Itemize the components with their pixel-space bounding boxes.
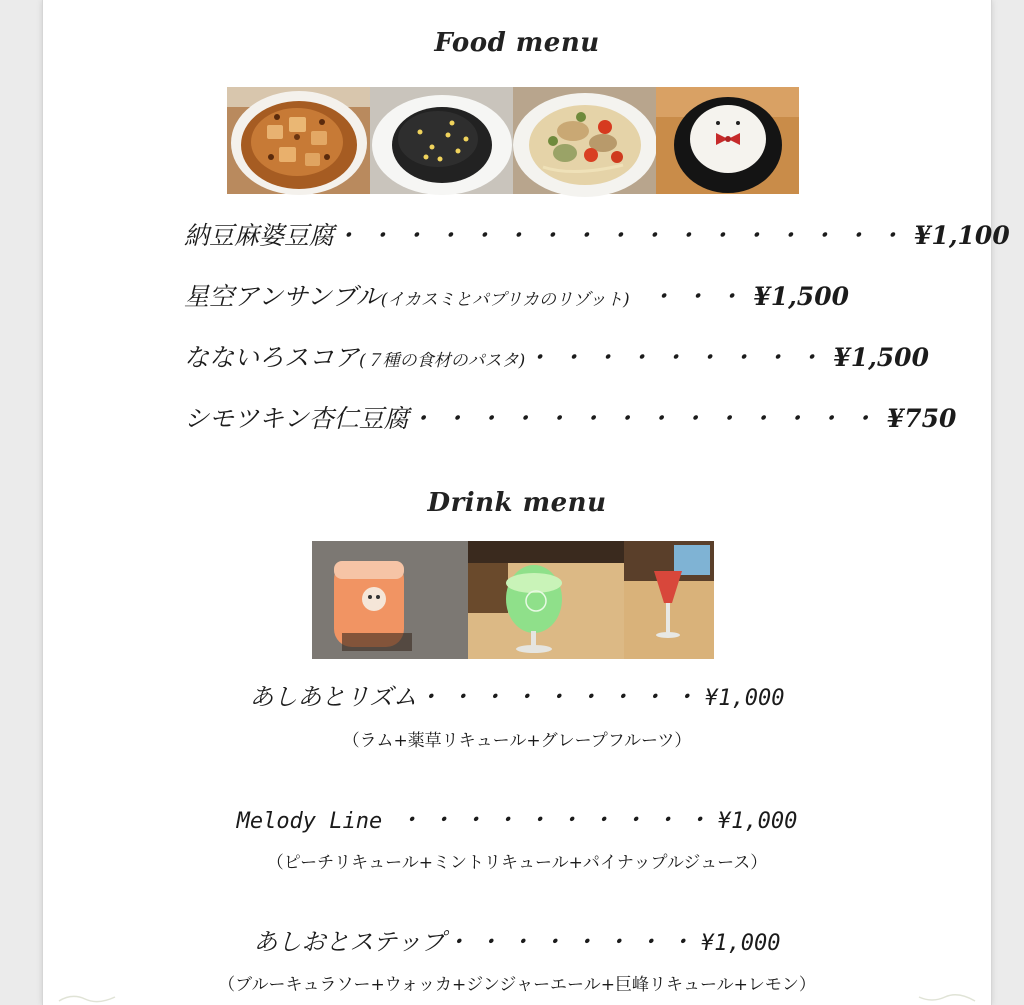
drink-item-row [43, 922, 991, 957]
drink-item-row [43, 800, 991, 835]
drink-item-ingredients: （ピーチリキュール+ミントリキュール+パイナップルジュース） [266, 853, 768, 873]
food-item-price: ¥1,500 [833, 343, 929, 372]
bottom-right-ornament [917, 993, 977, 1003]
drink-item-price: ¥1,000 [717, 809, 798, 834]
squid-ink-risotto-photo [370, 87, 513, 194]
food-item-name: シモツキン杏仁豆腐 [184, 404, 409, 433]
drink-item-name: Melody Line [236, 809, 383, 834]
drink-item-name: あしあとリズム [249, 683, 418, 711]
food-photo-strip [227, 87, 799, 194]
food-item-price: ¥1,500 [753, 282, 849, 311]
drink-item-price: ¥1,000 [701, 931, 781, 956]
annin-tofu-photo [656, 87, 799, 194]
menu-page [42, 0, 1010, 1005]
food-item-name: 納豆麻婆豆腐 [184, 221, 335, 250]
food-item-name: なないろスコア [184, 343, 360, 372]
food-item-note: (７種の食材のパスタ) [359, 351, 526, 371]
food-item-leader: ・・・ [649, 282, 752, 311]
drink-item-ingredients: （ブルーキュラソー+ウォッカ+ジンジャーエール+巨峰リキュール+レモン） [218, 975, 816, 995]
pasta-photo [513, 87, 656, 194]
drink-item-row [43, 677, 991, 712]
drink-photo-strip [312, 541, 714, 659]
food-item-price: ¥750 [886, 404, 957, 433]
food-item-name: 星空アンサンブル [184, 282, 381, 311]
red-cocktail-photo [624, 541, 714, 659]
drink-item-leader: ・・・・・・・・・ [417, 683, 706, 711]
food-item-leader: ・・・・・・・・・・・・・・・・・ [334, 221, 913, 250]
drink-item-price: ¥1,000 [705, 686, 785, 711]
food-item-row [184, 277, 849, 313]
green-cocktail-photo [468, 541, 624, 659]
food-item-leader: ・・・・・・・・・・・・・・ [408, 404, 885, 433]
food-menu-title: Food menu [434, 28, 600, 58]
bottom-left-ornament [57, 993, 117, 1003]
food-item-note: (イカスミとパプリカのリゾット) [380, 290, 630, 310]
drink-item-leader: ・・・・・・・・・・ [382, 806, 718, 834]
food-item-leader: ・・・・・・・・・ [525, 343, 832, 372]
food-item-row [184, 399, 957, 435]
mapo-tofu-photo [227, 87, 370, 194]
drink-item-name: あしおとステップ [253, 928, 446, 956]
orange-cocktail-photo [312, 541, 468, 659]
food-item-price: ¥1,100 [914, 221, 1010, 250]
food-item-row [184, 216, 1010, 252]
food-item-row [184, 338, 929, 374]
drink-item-leader: ・・・・・・・・ [445, 928, 702, 956]
drink-menu-title: Drink menu [427, 488, 607, 518]
drink-item-ingredients: （ラム+薬草リキュール+グレープフルーツ） [342, 731, 692, 751]
